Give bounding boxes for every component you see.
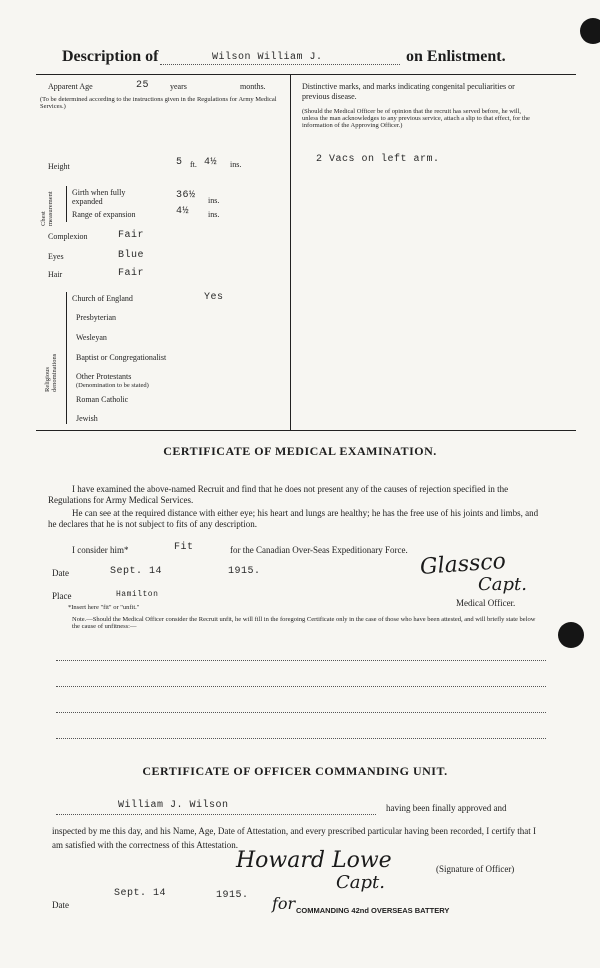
unfit-cause-line-1 — [56, 660, 546, 661]
religion-group-label: Religious denominations — [44, 353, 58, 392]
commanding-for-mark: for — [272, 894, 296, 913]
range-label: Range of expansion — [72, 210, 136, 219]
medical-officer-label: Medical Officer. — [456, 598, 516, 608]
medical-officer-signature: Glassco — [419, 549, 507, 580]
chest-bracket — [66, 186, 67, 222]
punch-hole-bottom — [558, 622, 584, 648]
feet-label: ft. — [190, 160, 197, 169]
commanding-date-year: 1915. — [216, 890, 249, 901]
years-label: years — [170, 82, 187, 91]
punch-hole-top — [580, 18, 600, 44]
unfit-cause-line-4 — [56, 738, 546, 739]
religion-item-4: Other Protestants — [76, 372, 132, 381]
footnote-mark: *Insert here "fit" or "unfit." — [68, 604, 140, 611]
religion-value: Yes — [204, 292, 224, 303]
hair-value: Fair — [118, 268, 145, 279]
fitness-value: Fit — [174, 542, 194, 553]
medical-date-value: Sept. 14 — [110, 566, 163, 577]
complexion-value: Fair — [118, 230, 145, 241]
medical-date-year: 1915. — [228, 566, 261, 577]
unfit-cause-line-3 — [56, 712, 546, 713]
unfit-cause-line-2 — [56, 686, 546, 687]
medical-place-label: Place — [52, 591, 72, 601]
recruit-name: Wilson William J. — [212, 52, 323, 63]
religion-item-1: Presbyterian — [76, 313, 116, 322]
commanding-date-label: Date — [52, 900, 69, 910]
commanding-stamp: COMMANDING 42nd OVERSEAS BATTERY — [296, 906, 450, 915]
document-title — [62, 48, 158, 66]
consider-suffix: for the Canadian Over-Seas Expeditionary Force. — [230, 545, 408, 555]
medical-place-value: Hamilton — [116, 590, 159, 599]
medical-date-label: Date — [52, 568, 69, 578]
religion-item-3: Baptist or Congregationalist — [76, 353, 167, 362]
eyes-label: Eyes — [48, 252, 64, 261]
title-suffix: on Enlistment. — [406, 48, 506, 65]
religion-note: (Denomination to be stated) — [76, 382, 149, 389]
marks-heading: Distinctive marks, and marks indicating congenital peculiarities or previous disease. — [302, 82, 515, 101]
commanding-date-value: Sept. 14 — [114, 888, 167, 899]
unfit-note: Note.—Should the Medical Officer consider the Recruit unfit, he will fill in the foregoing Certificate only in the case of those who have been attested, and will briefly state below the cause of unfitness:— — [72, 616, 536, 630]
religion-item-0: Church of England — [72, 294, 133, 303]
medical-title: CERTIFICATE OF MEDICAL EXAMINATION. — [163, 444, 437, 458]
commanding-line1-suffix: having been finally approved and — [386, 803, 507, 813]
religion-bracket — [66, 292, 67, 424]
commanding-title: CERTIFICATE OF OFFICER COMMANDING UNIT. — [142, 764, 448, 778]
commanding-officer-signature: Howard Lowe — [236, 848, 392, 873]
religion-item-6: Jewish — [76, 414, 98, 423]
column-divider — [290, 75, 291, 430]
eyes-value: Blue — [118, 250, 145, 261]
title-prefix: Description of — [62, 48, 159, 65]
apparent-age-label: Apparent Age — [48, 82, 93, 91]
marks-note: (Should the Medical Officer be of opinion that the recruit has served before, he will, unless the man acknowledges to any previous service, attach a slip to that effect, for the information of the Approving Officer.) — [302, 108, 530, 129]
commanding-officer-rank: Capt. — [336, 872, 385, 893]
range-value: 4½ — [176, 206, 190, 217]
hair-label: Hair — [48, 270, 63, 279]
consider-prefix: I consider him* — [72, 545, 129, 555]
commanding-signature-label: (Signature of Officer) — [436, 864, 515, 874]
height-inches-value: 4½ — [204, 157, 218, 168]
girth-value: 36½ — [176, 190, 196, 201]
religion-item-2: Wesleyan — [76, 333, 107, 342]
height-feet-value: 5 — [176, 157, 183, 168]
inches-label: ins. — [230, 160, 242, 169]
commanding-para: inspected by me this day, and his Name, Age, Date of Attestation, and every prescribed particular having been recorded, I certify that I am satisfied with the correctness of this Attestation. — [52, 826, 536, 850]
medical-officer-rank: Capt. — [478, 574, 527, 595]
months-label: months. — [240, 82, 266, 91]
medical-rule — [36, 430, 576, 431]
range-ins-label: ins. — [208, 210, 220, 219]
religion-item-5: Roman Catholic — [76, 395, 129, 404]
chest-group-label: Chest measurement — [40, 191, 54, 226]
age-note: (To be determined according to the instructions given in the Regulations for Army Medical Services.) — [40, 96, 277, 110]
height-label: Height — [48, 162, 70, 171]
girth-ins-label: ins. — [208, 196, 220, 205]
commanding-name-value: William J. Wilson — [118, 800, 229, 811]
age-value: 25 — [136, 80, 150, 91]
medical-para-1: I have examined the above-named Recruit and find that he does not present any of the causes of rejection specified in the Regulations for Army Medical Services. — [48, 484, 509, 505]
title-name-line — [160, 64, 400, 65]
marks-value: 2 Vacs on left arm. — [316, 154, 440, 165]
header-rule — [36, 74, 576, 75]
commanding-name-line — [56, 814, 376, 815]
girth-label: Girth when fully expanded — [72, 188, 126, 206]
medical-para-2: He can see at the required distance with either eye; his heart and lungs are healthy; he has the free use of his joints and limbs, and he declares that he is not subject to fits of any description. — [48, 508, 539, 529]
complexion-label: Complexion — [48, 232, 88, 241]
